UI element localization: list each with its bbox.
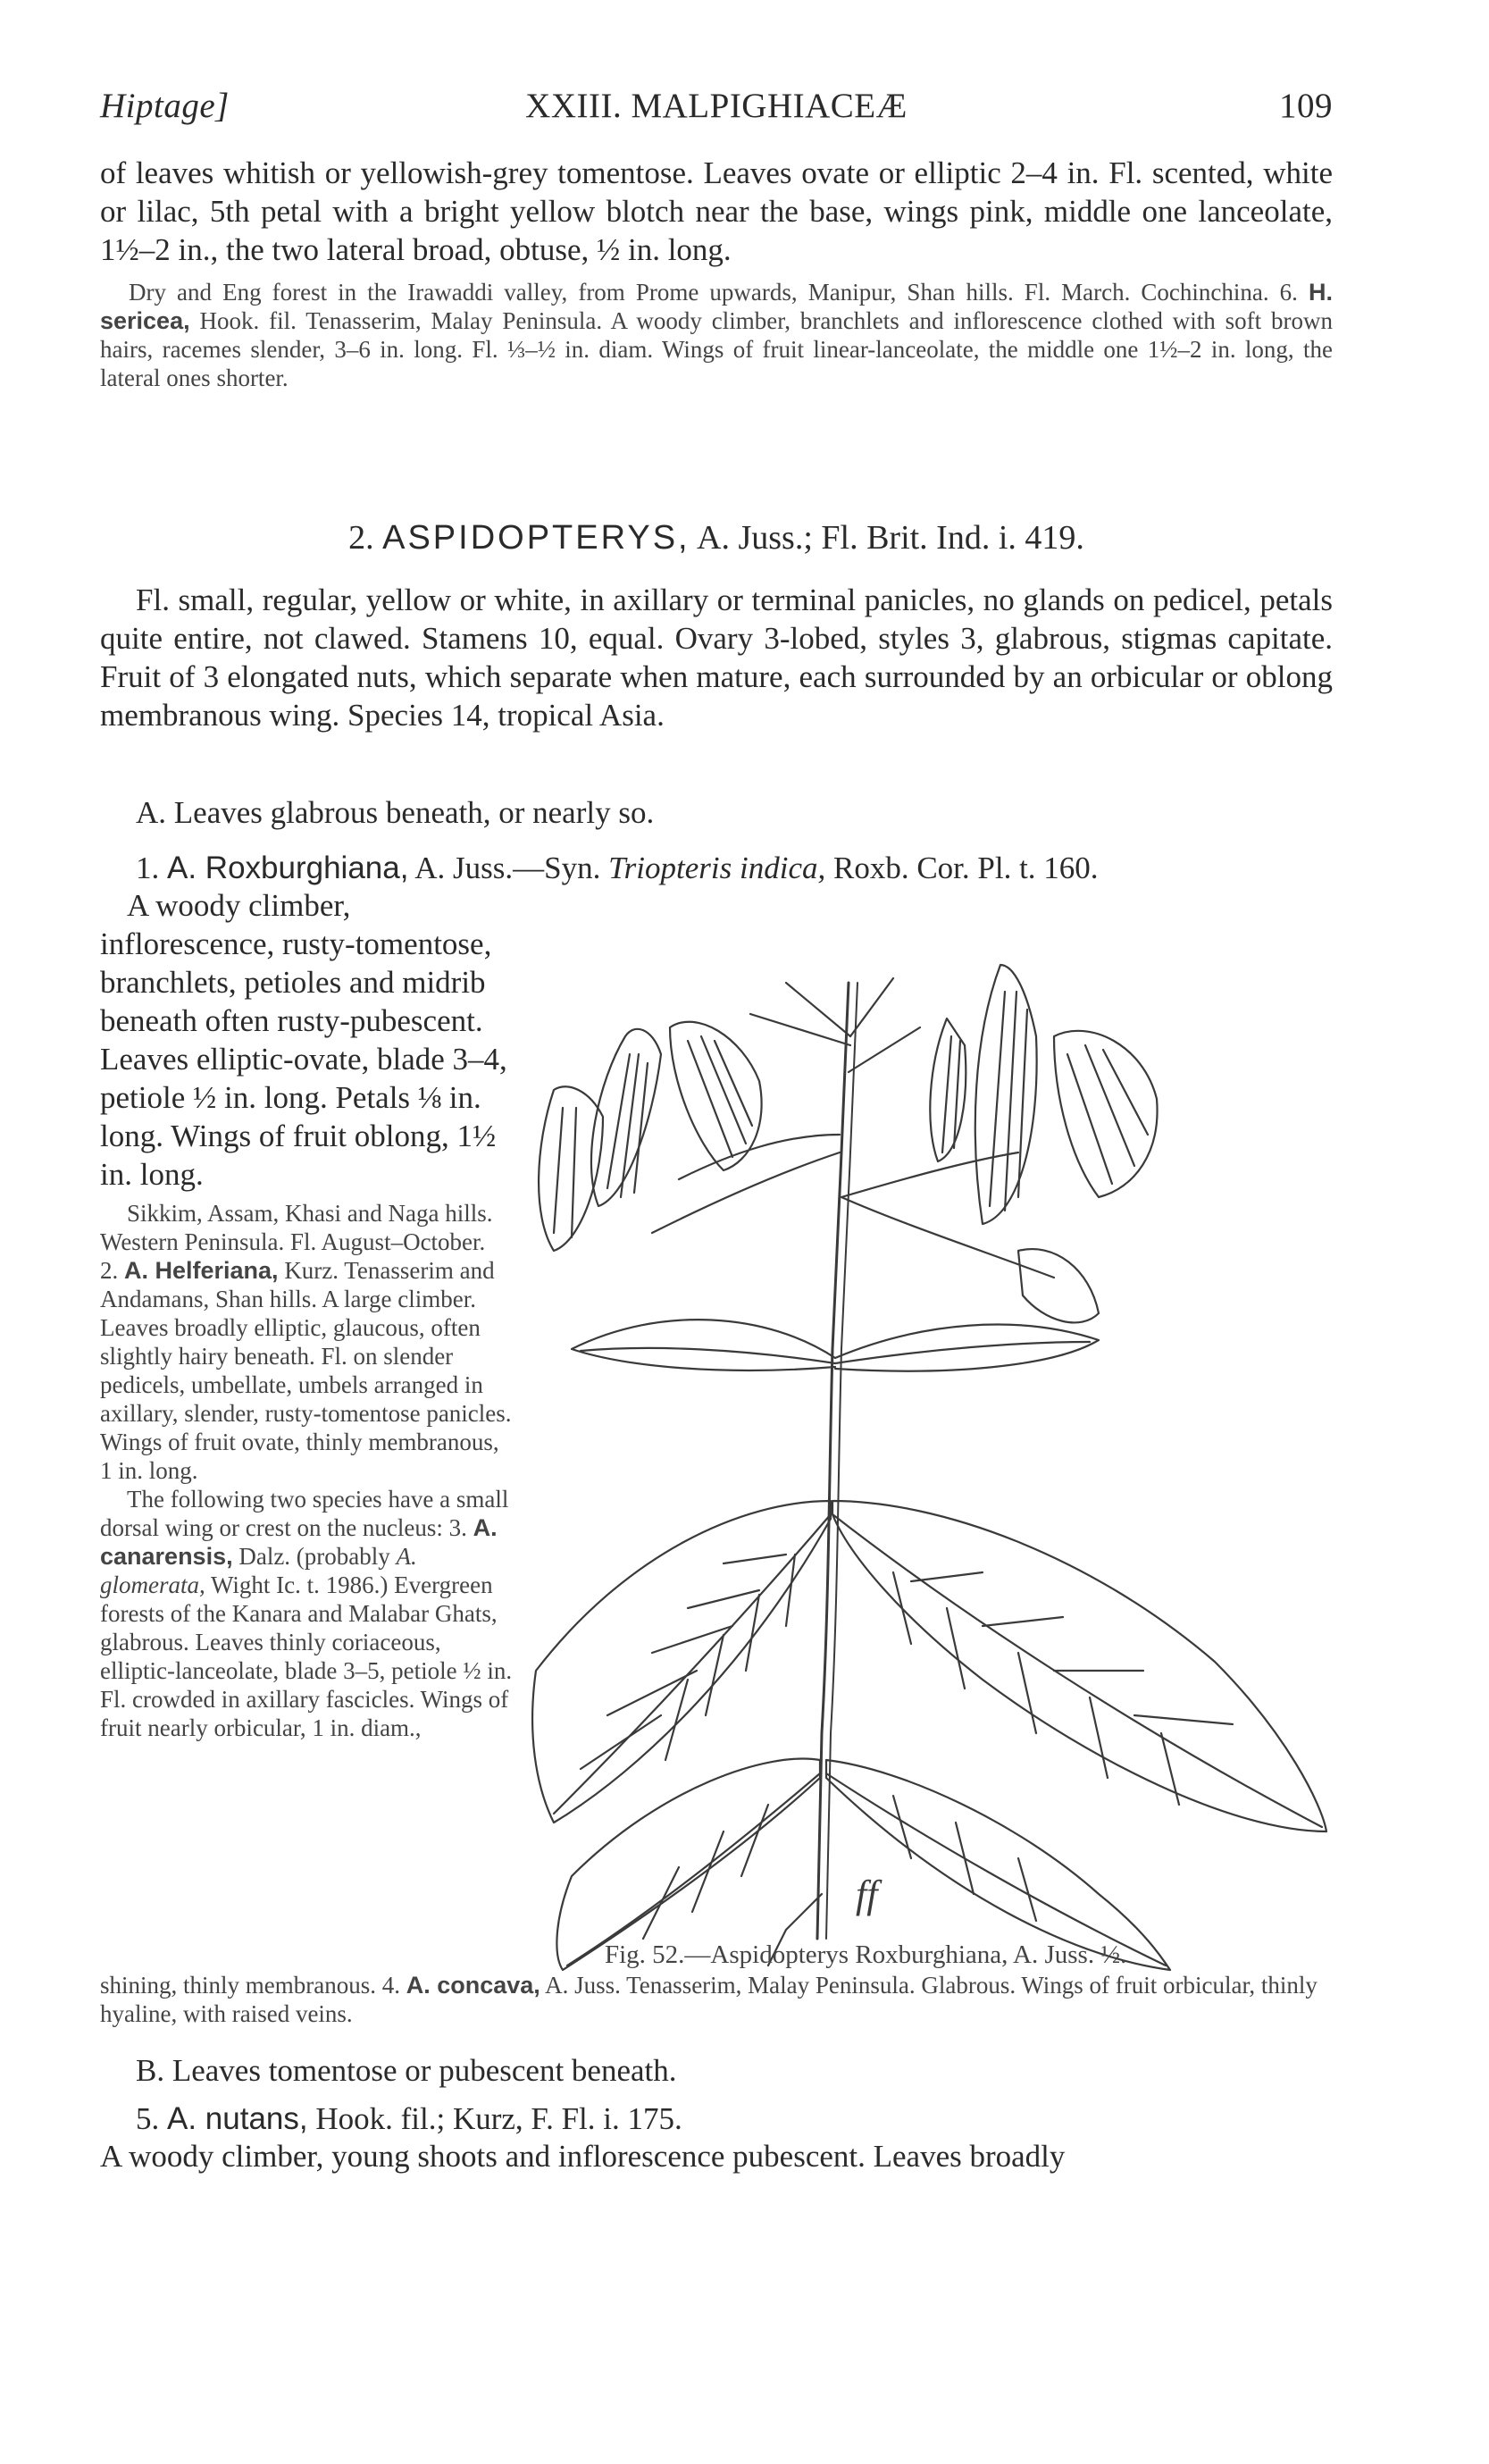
running-head-genus: Hiptage]: [100, 87, 230, 125]
species-name-helferiana: A. Helferiana,: [124, 1257, 279, 1284]
nutans-description-block: [100, 2137, 1333, 2175]
genus-citation: A. Juss.; Fl. Brit. Ind. i. 419.: [697, 519, 1084, 557]
species-name-sericea: H. sericea,: [100, 279, 1333, 334]
helferiana-entry: 2. A. Helferiana, Kurz. Tenasserim and Andamans, Shan hills. A large climber. Leaves broadly elliptic, glaucous, often slightly hairy beneath. Fl. on slender pedicels, umbellate, umbels arranged in axillary, slender, rusty-tomentose panicles. Wings of fruit ovate, thinly membranous, 1 in. long.: [100, 1257, 512, 1484]
species-1-heading: 1. A. Roxburghiana, A. Juss.—Syn. Triopteris indica, Roxb. Cor. Pl. t. 160.: [136, 851, 1099, 885]
running-head-family: XXIII. MALPIGHIACEÆ: [525, 87, 908, 125]
book-page: [100, 0, 1333, 2464]
genus-heading: 2. ASPIDOPTERYS, A. Juss.; Fl. Brit. Ind. i. 419.: [348, 519, 1084, 557]
intro-small-text: Dry and Eng forest in the Irawaddi valley, from Prome upwards, Manipur, Shan hills. Fl. March. Cochinchina. 6. H. sericea, Hook. fil. Tenasserim, Malay Peninsula. A woody climber, branchlets and inflorescence clothed with soft brown hairs, racemes slender, 3–6 in. long. Fl. ⅓–½ in. diam. Wings of fruit linear-lanceolate, the middle one 1½–2 in. long, the lateral ones shorter.: [100, 279, 1334, 391]
species-5-heading: 5. A. nutans, Hook. fil.; Kurz, F. Fl. i. 175.: [136, 2101, 682, 2136]
roxburghiana-distribution: Sikkim, Assam, Khasi and Naga hills. Western Peninsula. Fl. August–October.: [100, 1200, 493, 1255]
svg-text:ff: ff: [856, 1873, 878, 1916]
figure-caption: Fig. 52.—Aspidopterys Roxburghiana, A. Juss. ½.: [605, 1940, 1127, 1969]
figure-aspidopterys-roxburghiana: [518, 929, 1333, 1974]
section-b: B. Leaves tomentose or pubescent beneath.: [136, 2053, 677, 2088]
genus-name: ASPIDOPTERYS,: [382, 519, 690, 557]
species-name-concava: A. concava,: [406, 1972, 540, 1999]
genus-description-block: [100, 581, 1333, 734]
species-name-nutans: A. nutans,: [167, 2101, 308, 2136]
canarensis-entry: The following two species have a small dorsal wing or crest on the nucleus: 3. A. canarensis, Dalz. (probably A. glomerata, Wight Ic. t. 1986.) Evergreen forests of the Kanara and Malabar Ghats, glabrous. Leaves thinly coriaceous, elliptic-lanceolate, blade 3–5, petiole ½ in. Fl. crowded in axillary fascicles. Wings of fruit nearly orbicular, 1 in. diam.,: [100, 1486, 513, 1741]
running-head: [100, 86, 1333, 139]
nutans-description: A woody climber, young shoots and inflorescence pubescent. Leaves broadly: [100, 2139, 1066, 2174]
concava-entry-block: [100, 1971, 1333, 2028]
page-number: 109: [1279, 87, 1333, 125]
left-column: [100, 886, 515, 1742]
roxburghiana-description: A woody climber, inflorescence, rusty-tomentose, branchlets, petioles and midrib beneath often rusty-pubescent. Leaves elliptic-ovate, blade 3–4, petiole ½ in. long. Petals ⅛ in. long. Wings of fruit oblong, 1½ in. long.: [100, 888, 507, 1192]
botanical-illustration: [518, 929, 1333, 1974]
concava-entry: shining, thinly membranous. 4. A. concava, A. Juss. Tenasserim, Malay Peninsula. Glabrous. Wings of fruit orbicular, thinly hyaline, with raised veins.: [100, 1972, 1318, 2027]
species-name-roxburghiana: A. Roxburghiana,: [167, 851, 409, 885]
section-a: A. Leaves glabrous beneath, or nearly so.: [136, 795, 655, 830]
genus-description: Fl. small, regular, yellow or white, in axillary or terminal panicles, no glands on pedicel, petals quite entire, not clawed. Stamens 10, equal. Ovary 3-lobed, styles 3, glabrous, stigmas capitate. Fruit of 3 elongated nuts, which separate when mature, each surrounded by an orbicular or oblong membranous wing. Species 14, tropical Asia.: [100, 582, 1333, 733]
intro-block: [100, 154, 1333, 392]
species-name-canarensis: A. canarensis,: [100, 1514, 498, 1570]
intro-paragraph: of leaves whitish or yellowish-grey tomentose. Leaves ovate or elliptic 2–4 in. Fl. scented, white or lilac, 5th petal with a bright yellow blotch near the base, wings pink, middle one lanceolate, 1½–2 in., the two lateral broad, obtuse, ½ in. long.: [100, 155, 1333, 267]
synonym-name: Triopteris indica,: [608, 851, 826, 885]
